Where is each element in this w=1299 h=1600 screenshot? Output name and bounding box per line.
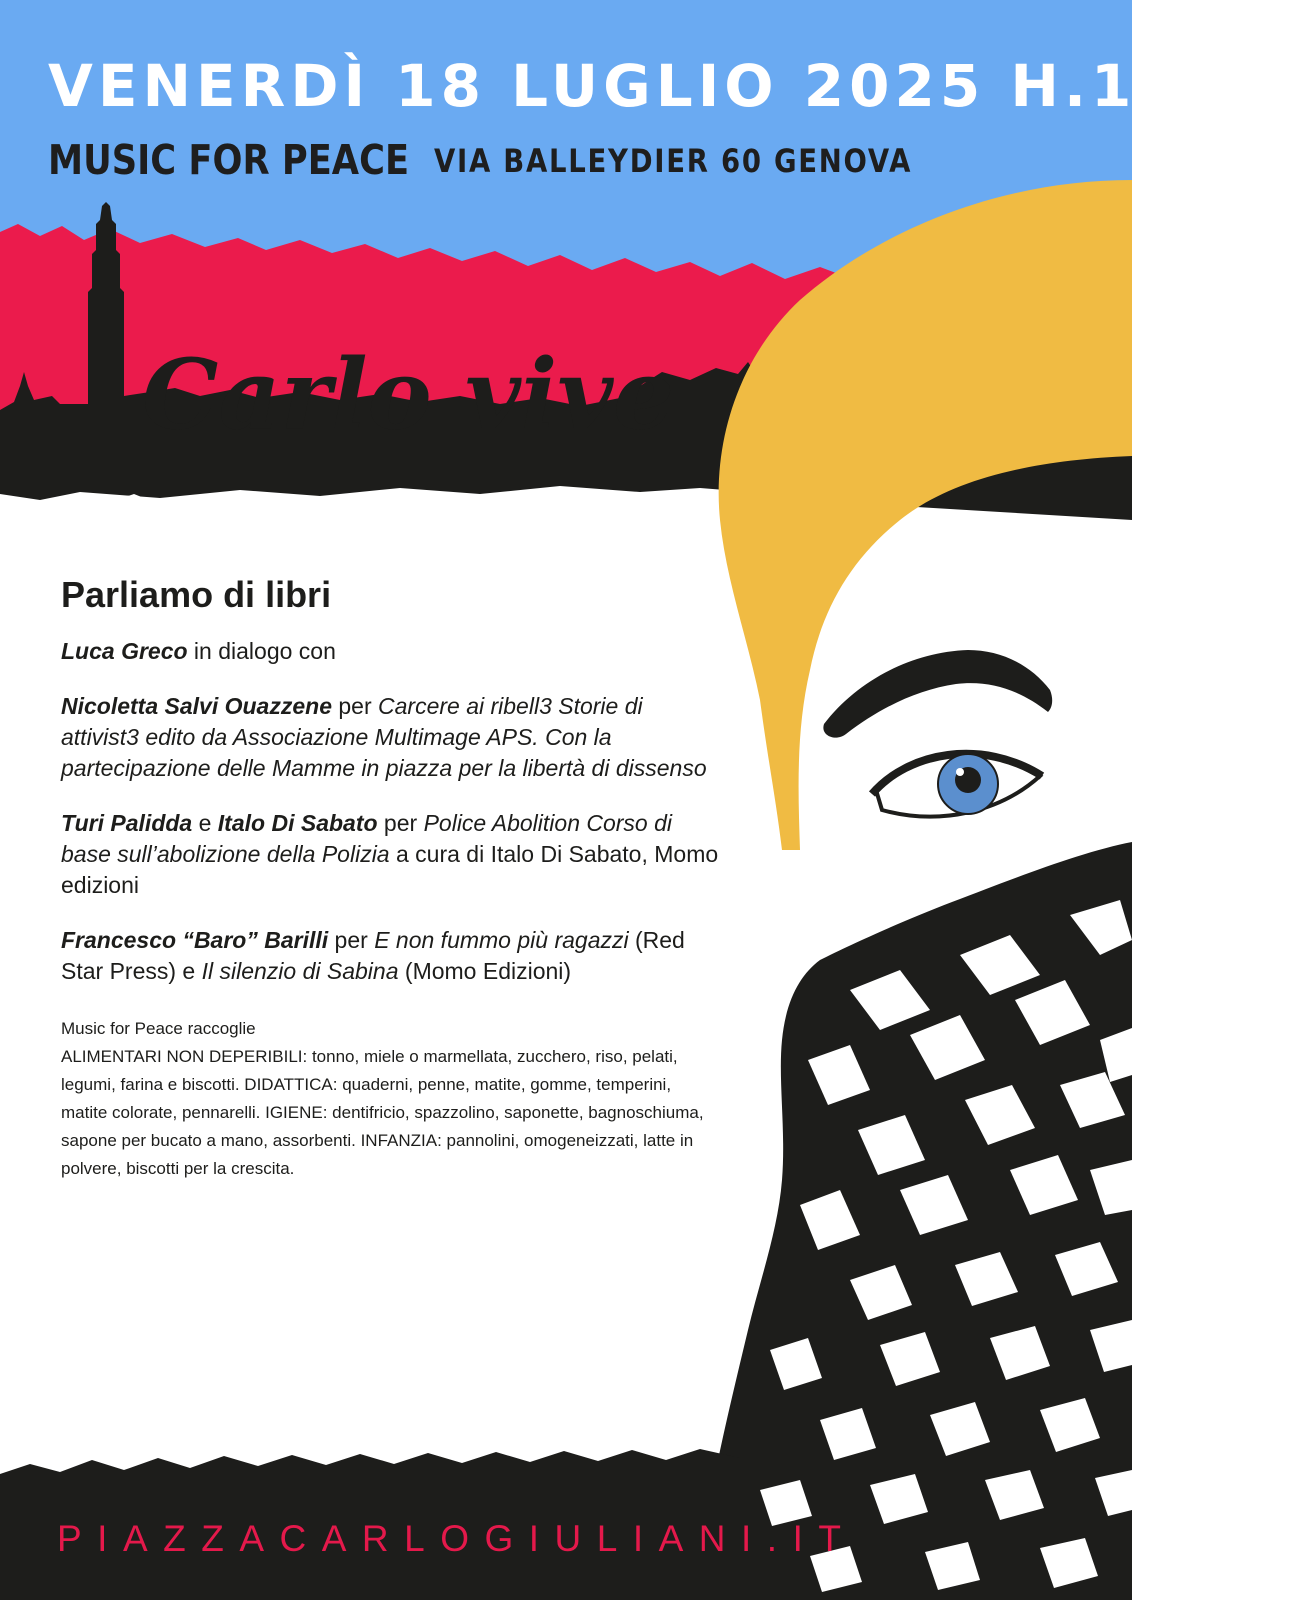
book-entry [61, 808, 721, 901]
publisher-text: (Red Star Press) e [61, 927, 685, 984]
author-name: Nicoletta Salvi Ouazzene [61, 693, 332, 719]
donation-collection-info [61, 1015, 721, 1183]
connector-text: per [328, 927, 375, 953]
book-title: Il silenzio di Sabina [201, 958, 399, 984]
book-entry [61, 691, 721, 784]
publisher-text: (Momo Edizioni) [398, 958, 572, 984]
intro-text: in dialogo con [187, 638, 336, 664]
collection-heading: Music for Peace raccoglie [61, 1019, 256, 1038]
book-title: E non fummo più ragazzi [374, 927, 629, 953]
book-title: Police Abolition Corso di base sull’abolizione della Polizia [61, 810, 673, 867]
book-details: a cura di Italo Di Sabato, Momo edizioni [61, 841, 719, 898]
author-name: Italo Di Sabato [217, 810, 378, 836]
event-date-time: VENERDÌ 18 LUGLIO 2025 H.17,30 [48, 52, 1299, 120]
event-details [61, 574, 721, 1183]
book-title: Carcere ai ribell3 Storie di attivist3 edito da Associazione Multimage APS. Con la partecipazione delle Mamme in piazza per la libertà di dissenso [61, 693, 707, 781]
book-entry [61, 925, 721, 987]
eye-highlight [956, 768, 964, 776]
event-address: VIA BALLEYDIER 60 GENOVA [434, 142, 913, 180]
website-url: PIAZZACARLOGIULIANI.IT [57, 1518, 857, 1559]
script-lettering: Carlo vive [142, 338, 675, 451]
moderator-name: Luca Greco [61, 638, 188, 664]
section-title: Parliamo di libri [61, 574, 332, 615]
connector-text: per [377, 810, 424, 836]
intro-paragraph [61, 636, 721, 667]
organization-name: MUSIC FOR PEACE [48, 136, 410, 184]
connector-text: e [192, 810, 218, 836]
collection-list: ALIMENTARI NON DEPERIBILI: tonno, miele o marmellata, zucchero, riso, pelati, legumi, farina e biscotti. DIDATTICA: quaderni, penne, matite, gomme, temperini, matite colorate, pennarelli. IGIENE: dentifricio, spazzolino, saponette, bagnoschiuma, sapone per bucato a mano, assorbenti. INFANZIA: pannolini, omogeneizzati, latte in polvere, biscotti per la crescita. [61, 1047, 704, 1178]
eyebrow [823, 650, 1052, 738]
author-name: Francesco “Baro” Barilli [61, 927, 329, 953]
author-name: Turi Palidda [61, 810, 193, 836]
connector-text: per [331, 693, 379, 719]
